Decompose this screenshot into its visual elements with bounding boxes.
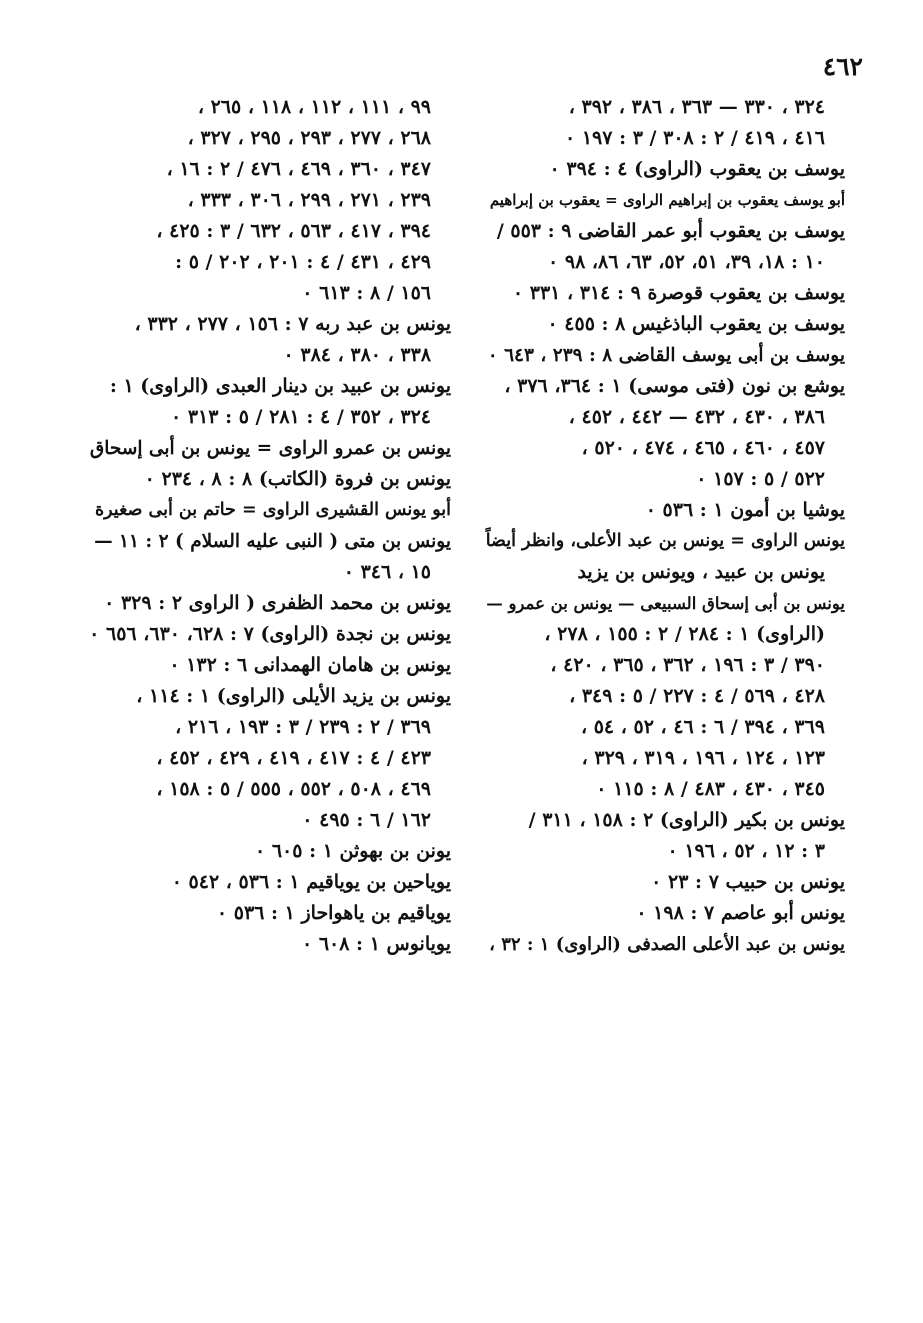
index-entry-continuation: ٤٢٣ / ٤ : ٤١٧ ، ٤١٩ ، ٤٢٩ ، ٤٥٢ ، <box>156 747 431 769</box>
index-entry: يونس بن متى ( النبى عليه السلام ) ٢ : ١١ — <box>94 531 451 552</box>
index-entry: يوشع بن نون (فتى موسى) ١ : ٣٦٤، ٣٧٦ ، <box>504 375 845 397</box>
index-entry-continuation: ٣٦٩ ، ٣٩٤ / ٦ : ٤٦ ، ٥٢ ، ٥٤ ، <box>580 716 825 738</box>
index-entry-continuation: ٩٩ ، ١١١ ، ١١٢ ، ١١٨ ، ٢٦٥ ، <box>197 96 431 118</box>
index-entry: يوسف بن يعقوب الباذغيس ٨ : ٤٥٥ ٠ <box>547 313 845 335</box>
index-entry-continuation: يونس بن عبيد ، ويونس بن يزيد <box>577 561 825 583</box>
index-entry-continuation: ٢٣٩ ، ٢٧١ ، ٢٩٩ ، ٣٠٦ ، ٣٣٣ ، <box>187 189 431 211</box>
index-entry: يونس بن عبيد بن دينار العبدى (الراوى) ١ : <box>109 375 451 397</box>
index-entry: يوياقيم بن ياهواحاز ١ : ٥٣٦ ٠ <box>216 902 451 924</box>
index-entry-continuation: ٣٤٥ ، ٤٣٠ ، ٤٨٣ / ٨ : ١١٥ ٠ <box>596 778 825 800</box>
index-entry: يونس الراوى = يونس بن عبد الأعلى، وانظر أيضاً <box>485 531 845 551</box>
index-entry: يوسف بن أبى يوسف القاضى ٨ : ٢٣٩ ، ٦٤٣ ٠ <box>487 345 845 366</box>
index-entry-continuation: ٤٥٧ ، ٤٦٠ ، ٤٦٥ ، ٤٧٤ ، ٥٢٠ ، <box>581 437 825 459</box>
index-column-left <box>86 92 451 960</box>
index-entry-continuation: ٤٢٩ ، ٤٣١ / ٤ : ٢٠١ ، ٢٠٢ / ٥ : <box>175 251 431 273</box>
index-entry: يوسف بن يعقوب أبو عمر القاضى ٩ : ٥٥٣ / <box>496 220 845 242</box>
index-entry-continuation: ٣٨٦ ، ٤٣٠ ، ٤٣٢ — ٤٤٢ ، ٤٥٢ ، <box>568 406 825 428</box>
index-entry: يونس بن بكير (الراوى) ٢ : ١٥٨ ، ٣١١ / <box>528 809 845 831</box>
index-entry: يوسف بن يعقوب (الراوى) ٤ : ٣٩٤ ٠ <box>549 158 845 180</box>
index-column-right <box>480 92 845 960</box>
index-entry: يونس أبو عاصم ٧ : ١٩٨ ٠ <box>636 902 845 924</box>
index-entry: يونس بن أبى إسحاق السبيعى — يونس بن عمرو — <box>486 594 845 613</box>
index-entry: يونس بن نجدة (الراوى) ٧ : ٦٢٨، ٦٣٠، ٦٥٦ ٠ <box>89 623 451 645</box>
index-entry-continuation: ١٢٣ ، ١٢٤ ، ١٩٦ ، ٣١٩ ، ٣٢٩ ، <box>581 747 825 769</box>
index-entry: يونس بن هامان الهمدانى ٦ : ١٣٢ ٠ <box>169 654 451 676</box>
index-entry: يونس بن عمرو الراوى = يونس بن أبى إسحاق <box>89 438 451 459</box>
index-entry-continuation: ١٥٦ / ٨ : ٦١٣ ٠ <box>302 282 431 304</box>
index-entry: يوسف بن يعقوب قوصرة ٩ : ٣١٤ ، ٣٣١ ٠ <box>512 282 845 304</box>
index-entry: أبو يوسف يعقوب بن إبراهيم الراوى = يعقوب بن إبراهيم <box>489 191 845 209</box>
index-entry-continuation: ٤٦٩ ، ٥٠٨ ، ٥٥٢ ، ٥٥٥ / ٥ : ١٥٨ ، <box>156 778 431 800</box>
index-entry: يونس بن يزيد الأيلى (الراوى) ١ : ١١٤ ، <box>136 685 451 707</box>
index-entry-continuation: ١٥ ، ٣٤٦ ٠ <box>343 561 431 583</box>
index-entry-continuation: ١٦٢ / ٦ : ٤٩٥ ٠ <box>302 809 431 831</box>
index-entry-continuation: ٣٢٤ ، ٣٥٢ / ٤ : ٢٨١ / ٥ : ٣١٣ ٠ <box>171 406 431 428</box>
index-entry: يونن بن بهوثن ١ : ٦٠٥ ٠ <box>254 840 451 862</box>
index-entry-continuation: ٥٢٢ / ٥ : ١٥٧ ٠ <box>696 468 825 490</box>
index-entry: يونس بن محمد الظفرى ( الراوى ٢ : ٣٢٩ ٠ <box>104 592 451 614</box>
index-entry-continuation: ٤٢٨ ، ٥٦٩ / ٤ : ٢٢٧ / ٥ : ٣٤٩ ، <box>569 685 825 707</box>
index-entry-continuation: ٣ : ١٢ ، ٥٢ ، ١٩٦ ٠ <box>667 840 825 862</box>
index-entry: يوشيا بن أمون ١ : ٥٣٦ ٠ <box>645 499 845 521</box>
index-entry-continuation: ١٠ : ١٨، ٣٩، ٥١، ٥٢، ٦٣، ٨٦، ٩٨ ٠ <box>548 251 825 273</box>
index-entry-continuation: ٢٦٨ ، ٢٧٧ ، ٢٩٣ ، ٢٩٥ ، ٣٢٧ ، <box>187 127 431 149</box>
index-entry-continuation: ٣٦٩ / ٢ : ٢٣٩ / ٣ : ١٩٣ ، ٢١٦ ، <box>175 716 431 738</box>
index-entry: يونس بن عبد ربه ٧ : ١٥٦ ، ٢٧٧ ، ٣٣٢ ، <box>134 313 451 335</box>
index-entry-continuation: ٣٢٤ ، ٣٣٠ — ٣٦٣ ، ٣٨٦ ، ٣٩٢ ، <box>568 96 825 118</box>
index-entry: يوياحين بن يوياقيم ١ : ٥٣٦ ، ٥٤٢ ٠ <box>171 871 451 893</box>
index-entry: يويانوس ١ : ٦٠٨ ٠ <box>301 933 451 955</box>
index-entry: يونس بن حبيب ٧ : ٢٣ ٠ <box>651 871 845 893</box>
index-entry-continuation: ٣٤٧ ، ٣٦٠ ، ٤٦٩ ، ٤٧٦ / ٢ : ١٦ ، <box>166 158 431 180</box>
index-entry-continuation: ٣٣٨ ، ٣٨٠ ، ٣٨٤ ٠ <box>283 344 431 366</box>
index-entry: يونس بن عبد الأعلى الصدفى (الراوى) ١ : ٣٢ ، <box>489 934 845 955</box>
index-entry-continuation: ٣٩٤ ، ٤١٧ ، ٥٦٣ ، ٦٣٢ / ٣ : ٤٢٥ ، <box>156 220 431 242</box>
page-number: ٤٦٢ <box>822 52 863 81</box>
index-entry: يونس بن فروة (الكاتب) ٨ : ٨ ، ٢٣٤ ٠ <box>144 468 451 490</box>
index-entry-continuation: (الراوى) ١ : ٢٨٤ / ٢ : ١٥٥ ، ٢٧٨ ، <box>544 623 825 645</box>
index-entry: أبو يونس القشيرى الراوى = حاتم بن أبى صغيرة <box>94 500 451 520</box>
index-entry-continuation: ٣٩٠ / ٣ : ١٩٦ ، ٣٦٢ ، ٣٦٥ ، ٤٢٠ ، <box>550 654 825 676</box>
index-entry-continuation: ٤١٦ ، ٤١٩ / ٢ : ٣٠٨ / ٣ : ١٩٧ ٠ <box>565 127 825 149</box>
